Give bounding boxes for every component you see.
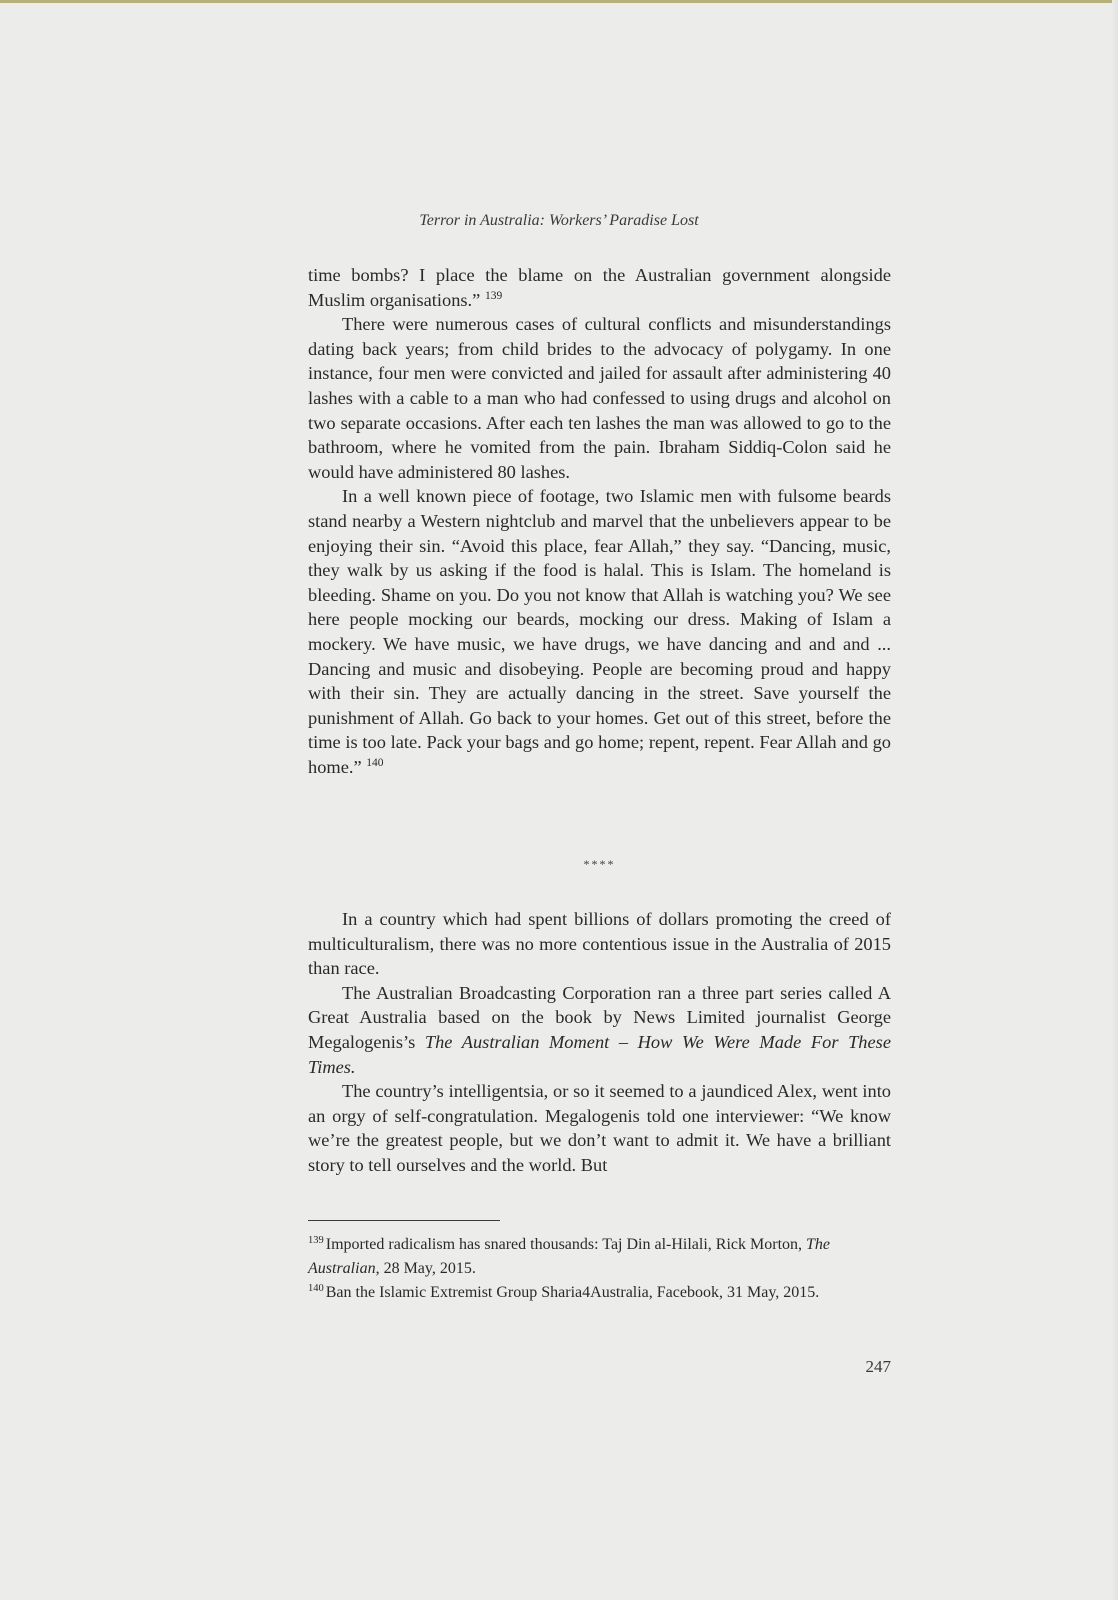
paragraph: [308, 1079, 891, 1177]
footnote-reference: 140: [366, 756, 384, 769]
footnote-text: , 28 May, 2015.: [375, 1260, 476, 1277]
paragraph-text: time bombs? I place the blame on the Australian government alongside Muslim organisations.”: [308, 265, 891, 310]
page-number: 247: [865, 1357, 891, 1376]
paragraph: [308, 312, 891, 484]
footnote-number: 140: [308, 1283, 324, 1294]
paragraph: [308, 263, 891, 312]
scan-edge-top: [0, 0, 1118, 3]
paragraph-text: There were numerous cases of cultural conflicts and misunderstandings dating back years; from child brides to the advocacy of polygamy. In one instance, four men were convicted and jailed for assault after administering 40 lashes with a cable to a man who had confessed to using drugs and alcohol on two separate occasions. After each ten lashes the man was allowed to go to the bathroom, where he vomited from the pain. Ibraham Siddiq-Colon said he would have administered 80 lashes.: [308, 314, 891, 482]
paragraph-text: In a well known piece of footage, two Islamic men with fulsome beards stand nearby a Western nightclub and marvel that the unbelievers appear to be enjoying their sin. “Avoid this place, fear Allah,” they say. “Dancing, music, they walk by us asking if the food is halal. This is Islam. The homeland is bleeding. Shame on you. Do you not know that Allah is watching you? We see here people mocking our beards, mocking our dress. Making of Islam a mockery. We have music, we have drugs, we have dancing and and and ... Dancing and music and disobeying. People are becoming proud and happy with their sin. They are actually dancing in the street. Save yourself the punishment of Allah. Go back to your homes. Get out of this street, before the time is too late. Pack your bags and go home; repent, repent. Fear Allah and go home.”: [308, 486, 891, 777]
paragraph: [308, 484, 891, 779]
scan-edge-right: [1112, 0, 1118, 1600]
body-text-bottom: [308, 907, 891, 1178]
paragraph-text: In a country which had spent billions of dollars promoting the creed of multiculturalism, there was no more contentious issue in the Australia of 2015 than race.: [308, 909, 891, 979]
footnote-number: 139: [308, 1235, 324, 1246]
book-title: The Australian Moment – How We Were Made For These Times.: [308, 1031, 891, 1077]
paragraph: [308, 981, 891, 1079]
body-text-top: [308, 263, 891, 779]
footnote-text: Ban the Islamic Extremist Group Sharia4Australia, Facebook, 31 May, 2015.: [325, 1284, 820, 1301]
footnote: [308, 1281, 891, 1305]
footnote-reference: 139: [484, 289, 503, 302]
paragraph-text: The Australian Broadcasting Corporation ran a three part series called A Great Australia based on the book by News Limited journalist George Megalogenis’s: [308, 982, 891, 1052]
footnotes: [308, 1233, 891, 1305]
footnote-rule: [308, 1220, 500, 1221]
paragraph: [308, 907, 891, 981]
footnote-source: The Australian: [308, 1236, 831, 1277]
running-head: Terror in Australia: Workers’ Paradise Lost: [419, 212, 699, 229]
paragraph-text: The country’s intelligentsia, or so it seemed to a jaundiced Alex, went into an orgy of self-congratulation. Megalogenis told one interviewer: “We know we’re the greatest people, but we don’t want to admit it. We have a brilliant story to tell ourselves and the world. But: [308, 1081, 891, 1175]
footnote-text: Imported radicalism has snared thousands: Taj Din al-Hilali, Rick Morton,: [325, 1236, 807, 1253]
section-break: ****: [583, 857, 616, 871]
footnote: [308, 1233, 891, 1281]
